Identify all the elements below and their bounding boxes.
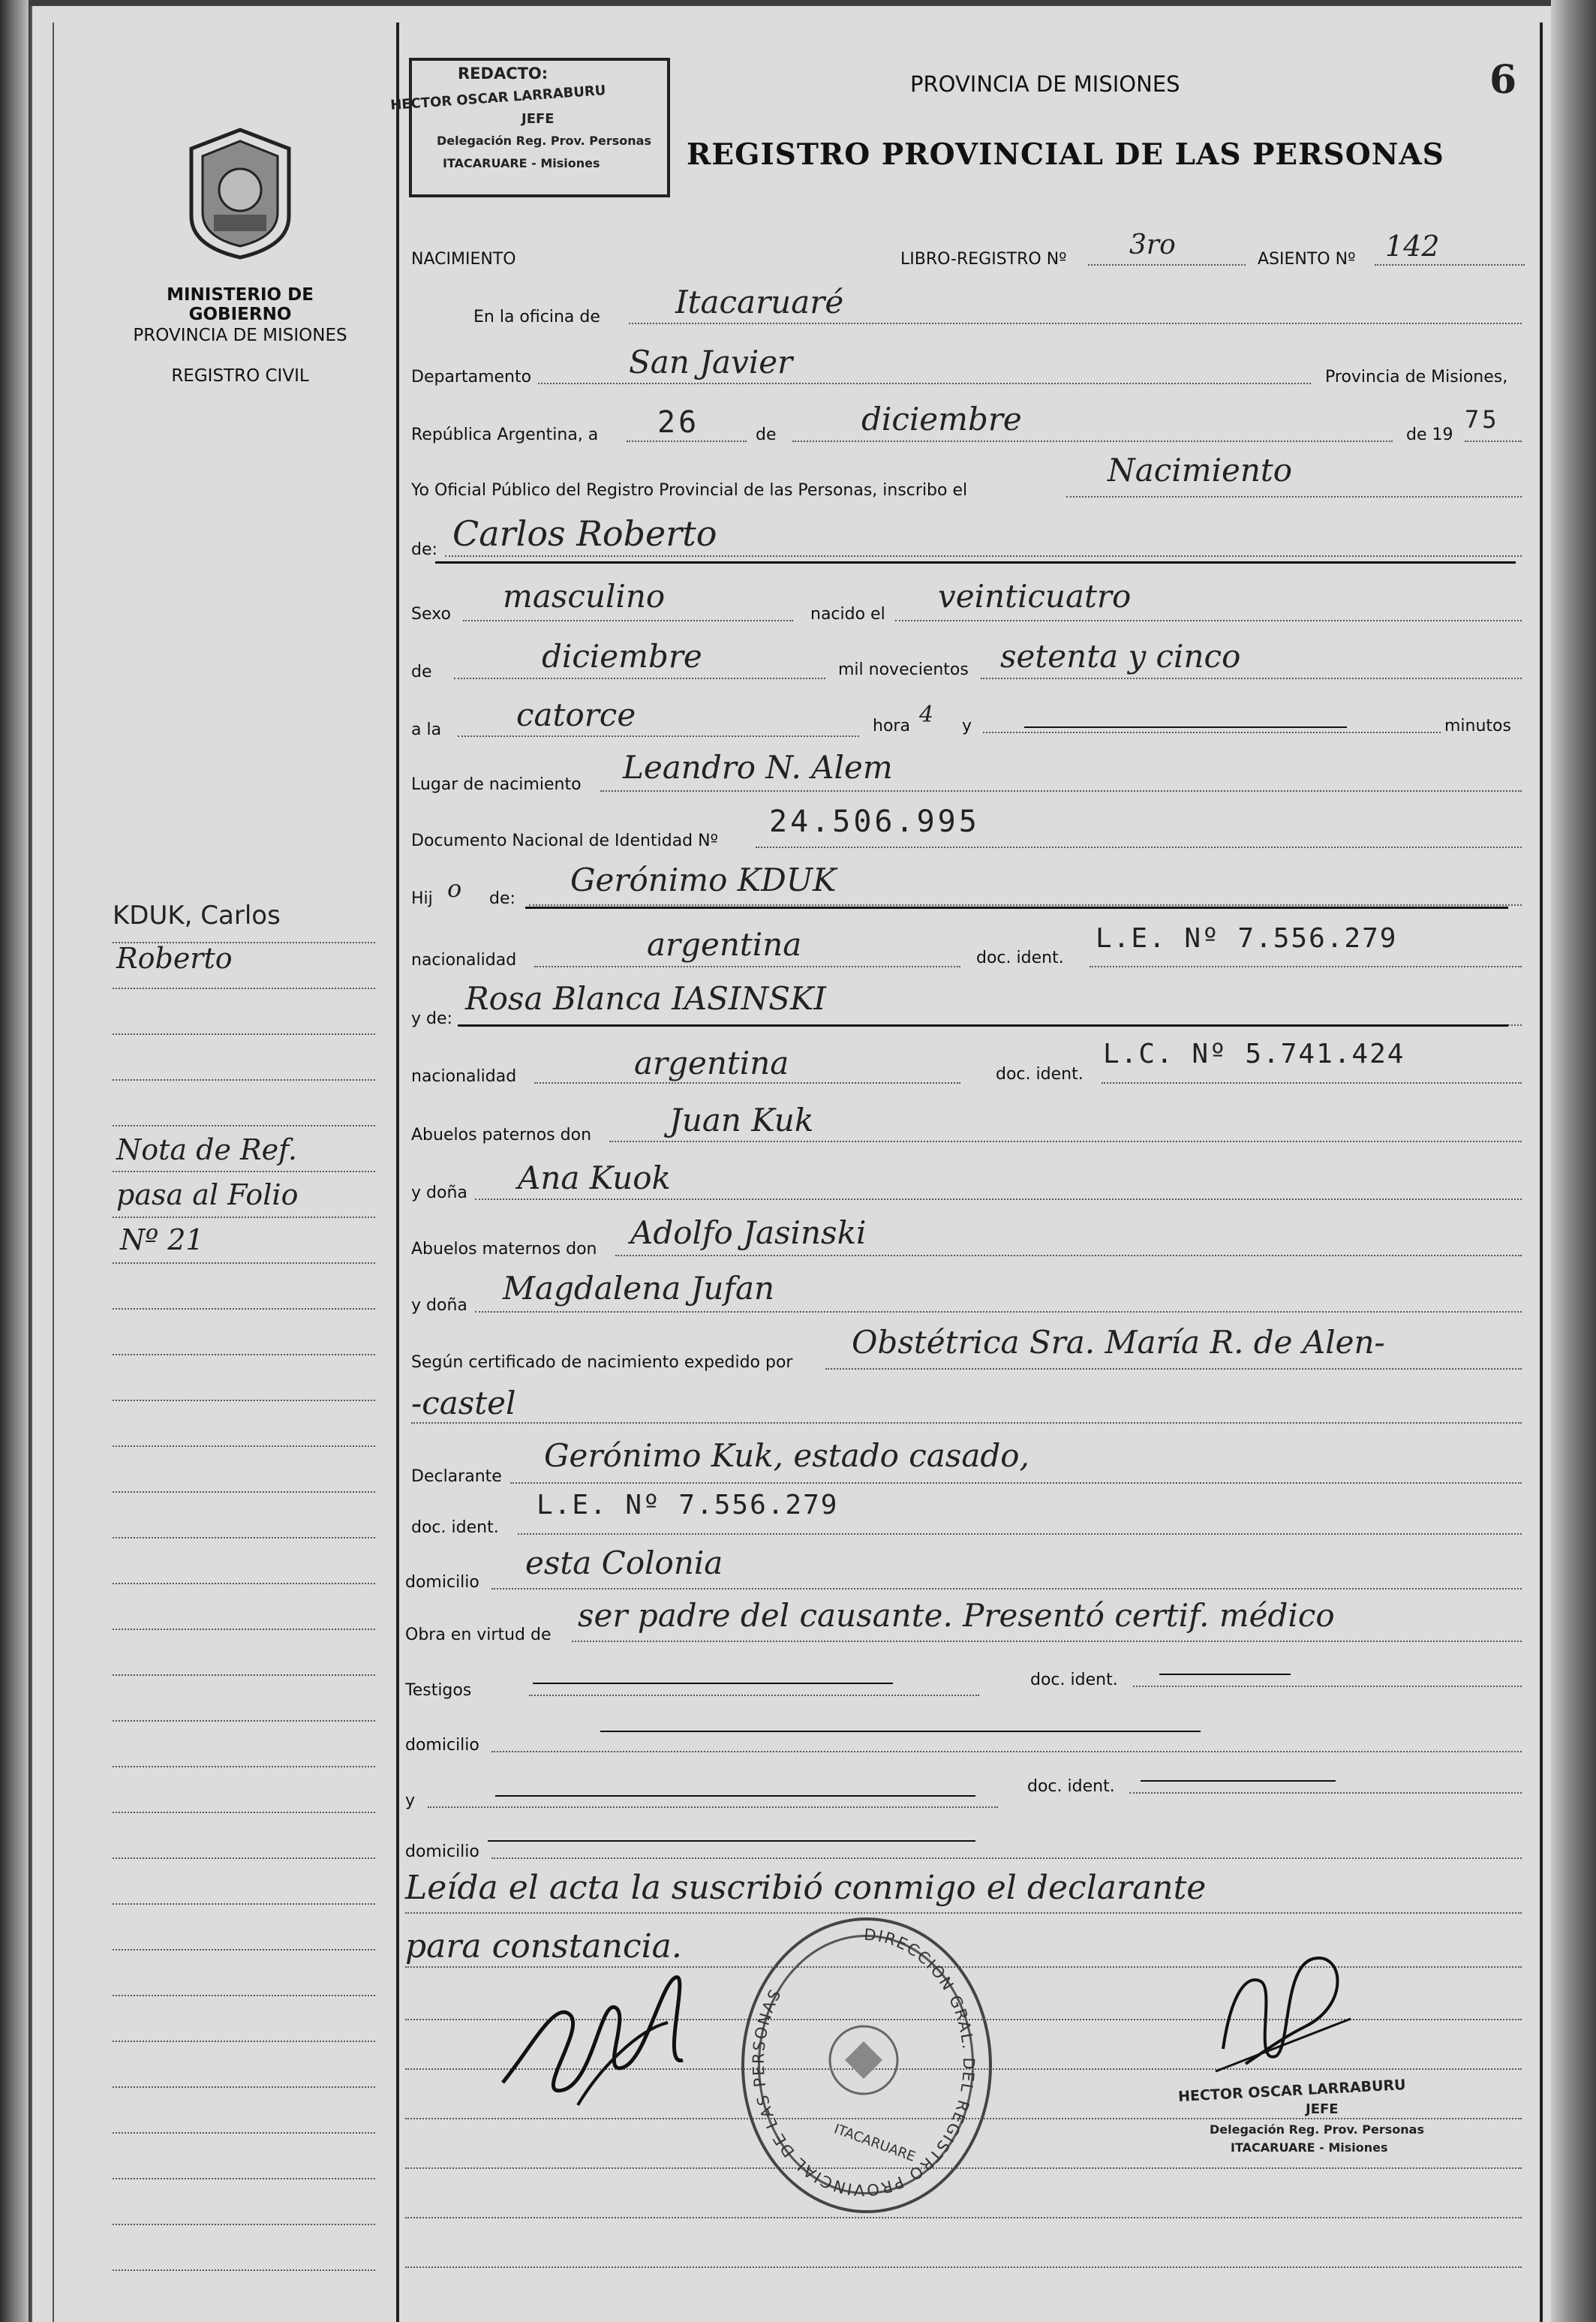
line-abuelo-m [615, 1255, 1522, 1256]
value-madre: Rosa Blanca IASINSKI [465, 980, 826, 1017]
line-sexo [463, 620, 793, 621]
margin-ruling [113, 1949, 375, 1951]
label-doc-madre: doc. ident. [996, 1065, 1084, 1084]
line-oficina [629, 323, 1522, 324]
line-dia [627, 441, 747, 442]
margin-surname-name: KDUK, Carlos [113, 901, 281, 931]
value-domicilio: esta Colonia [525, 1544, 723, 1581]
margin-note-ref: Nota de Ref. [116, 1133, 297, 1166]
minutos-strike [1024, 726, 1347, 728]
value-abuela-materna: Magdalena Jufan [503, 1270, 775, 1307]
label-asiento: ASIENTO Nº [1258, 250, 1356, 269]
domicilio-testigo-1-strike [600, 1731, 1201, 1732]
label-doc-declarante: doc. ident. [411, 1518, 499, 1537]
label-doc-padre: doc. ident. [976, 949, 1064, 967]
registry-title: REGISTRO PROVINCIAL DE LAS PERSONAS [687, 137, 1444, 172]
label-doc-testigo-1: doc. ident. [1030, 1671, 1118, 1689]
label-de-mes-nac: de [411, 663, 432, 681]
inner-margin-rule [53, 23, 54, 2322]
line-padre [529, 904, 1522, 906]
label-y-testigo-2: y [405, 1791, 416, 1810]
label-abuelos-paternos: Abuelos paternos don [411, 1126, 592, 1144]
margin-ruling [113, 1400, 375, 1401]
margin-ruling [113, 2224, 375, 2225]
margin-ruling [113, 1217, 375, 1218]
body-ruling [405, 2217, 1522, 2218]
value-libro-registro: 3ro [1129, 230, 1176, 260]
line-mes-nac [454, 678, 825, 679]
label-oficina: En la oficina de [473, 308, 600, 326]
province-emblem-icon [184, 126, 296, 261]
margin-ruling [113, 1537, 375, 1538]
official-signature [1201, 1936, 1373, 2086]
value-lugar: Leandro N. Alem [623, 749, 893, 786]
label-abuelos-maternos: Abuelos maternos don [411, 1240, 597, 1259]
label-nacionalidad-madre: nacionalidad [411, 1067, 517, 1086]
margin-ruling [113, 1629, 375, 1630]
line-obra [572, 1641, 1522, 1642]
line-abuela-m [475, 1311, 1522, 1313]
line-testigo-1 [529, 1695, 979, 1696]
value-cierre-1: Leída el acta la suscribió conmigo el declarante [405, 1869, 1207, 1907]
label-nacionalidad-padre: nacionalidad [411, 951, 517, 970]
value-hij-suffix: o [447, 874, 462, 903]
stamp-office: Delegación Reg. Prov. Personas [437, 134, 651, 148]
line-asiento [1375, 264, 1525, 266]
page-number: 6 [1489, 57, 1517, 103]
value-dni: 24.506.995 [769, 805, 980, 839]
label-yo-oficial: Yo Oficial Público del Registro Provincial de las Personas, inscribo el [411, 481, 968, 500]
label-de-padre: de: [489, 889, 515, 908]
divider-2 [525, 907, 1508, 909]
line-nac-madre [534, 1082, 960, 1084]
line-cierre-1 [405, 1912, 1522, 1914]
line-departamento [538, 383, 1311, 384]
margin-ruling [113, 1445, 375, 1447]
value-nacido-el: veinticuatro [938, 578, 1132, 615]
value-anio-nac: setenta y cinco [1000, 638, 1241, 675]
seal-text-ring [741, 1917, 986, 2207]
margin-ruling [113, 1766, 375, 1767]
stamp-title: JEFE [521, 111, 555, 127]
stamp-place: ITACARUARE - Misiones [443, 156, 600, 170]
margin-ruling [113, 1491, 375, 1493]
margin-ruling [113, 1033, 375, 1035]
label-hij: Hij [411, 889, 433, 908]
book-binding-left [0, 0, 29, 2322]
margin-note-folio: pasa al Folio [116, 1178, 299, 1211]
value-dia: 26 [657, 405, 700, 440]
label-y-minutos: y [962, 717, 972, 735]
left-margin-rule [396, 23, 399, 2322]
domicilio-testigo-2-strike [488, 1840, 975, 1842]
value-anio: 75 [1465, 405, 1500, 434]
line-doc-padre [1090, 966, 1522, 967]
svg-text:DIRECCION GRAL. DEL REGISTRO P: DIRECCION GRAL. DEL REGISTRO PROVINCIAL DE LAS PERSONAS [749, 1925, 978, 2200]
margin-ruling [113, 2269, 375, 2271]
value-oficina: Itacaruaré [675, 284, 844, 320]
line-nac-padre [534, 966, 960, 967]
bottom-stamp-title: JEFE [1306, 2101, 1339, 2117]
label-segun-certificado: Según certificado de nacimiento expedido por [411, 1353, 793, 1372]
label-sexo: Sexo [411, 605, 451, 624]
label-provincia: Provincia de Misiones, [1325, 368, 1508, 386]
margin-ruling [113, 1262, 375, 1264]
label-nacimiento: NACIMIENTO [411, 250, 516, 269]
line-nacido [895, 620, 1522, 621]
label-republica: República Argentina, a [411, 426, 599, 444]
margin-ruling [113, 1125, 375, 1126]
value-a-la: catorce [516, 696, 636, 733]
label-a-la: a la [411, 720, 442, 739]
margin-ruling [113, 1903, 375, 1905]
label-dni: Documento Nacional de Identidad Nº [411, 832, 718, 850]
declarant-signature [488, 1955, 735, 2120]
margin-ruling [113, 1812, 375, 1813]
label-hora: hora [873, 717, 910, 735]
value-certificado-2: -castel [411, 1385, 516, 1421]
stamp-name: HECTOR OSCAR LARRABURU [389, 82, 607, 114]
value-padre: Gerónimo KDUK [570, 862, 837, 898]
value-nombre: Carlos Roberto [452, 513, 717, 554]
divider-3 [458, 1024, 1508, 1027]
bottom-stamp-place: ITACARUARE - Misiones [1231, 2140, 1388, 2155]
value-inscribe: Nacimiento [1108, 452, 1293, 489]
ministry-civil-registry: REGISTRO CIVIL [171, 366, 309, 386]
line-lugar [600, 790, 1522, 792]
doc-testigo-1-strike [1159, 1674, 1291, 1675]
line-certificado-2 [411, 1422, 1522, 1424]
label-departamento: Departamento [411, 368, 532, 386]
margin-ruling [113, 1720, 375, 1722]
label-y-de-madre: y de: [411, 1009, 452, 1028]
label-mil-novecientos: mil novecientos [838, 660, 969, 679]
margin-ruling [113, 1995, 375, 1996]
line-libro [1088, 264, 1246, 266]
label-libro-registro: LIBRO-REGISTRO Nº [900, 250, 1067, 269]
testigo-1-strike [533, 1683, 893, 1684]
value-doc-declarante: L.E. Nº 7.556.279 [537, 1490, 839, 1520]
line-anio-nac [981, 678, 1522, 679]
bottom-stamp-office: Delegación Reg. Prov. Personas [1210, 2122, 1424, 2137]
value-abuelo-materno: Adolfo Jasinski [630, 1214, 867, 1251]
label-domicilio-testigo-1: domicilio [405, 1736, 479, 1755]
margin-ruling [113, 1079, 375, 1081]
line-a-la [458, 735, 859, 737]
line-dni [756, 847, 1522, 848]
margin-ruling [113, 1583, 375, 1584]
line-inscribe [1066, 496, 1522, 498]
value-hora: 4 [919, 702, 934, 728]
margin-ruling [113, 942, 375, 943]
label-testigos: Testigos [405, 1681, 472, 1700]
margin-note-number: Nº 21 [120, 1223, 204, 1256]
margin-ruling [113, 1674, 375, 1676]
body-ruling [405, 2266, 1522, 2268]
line-doc-testigo-1 [1133, 1686, 1522, 1687]
value-sexo: masculino [503, 578, 666, 615]
line-minutos [983, 732, 1441, 733]
margin-ruling [113, 2178, 375, 2179]
line-nombre [445, 555, 1522, 557]
value-asiento: 142 [1385, 230, 1440, 263]
stamp-redacto: REDACTO: [458, 65, 549, 83]
label-nacido-el: nacido el [810, 605, 885, 624]
line-abuela-p [475, 1199, 1522, 1200]
margin-name-cont: Roberto [116, 942, 233, 975]
value-nacionalidad-padre: argentina [647, 926, 802, 963]
svg-text:ITACARUARE: ITACARUARE [831, 2121, 918, 2165]
margin-ruling [113, 2132, 375, 2134]
ministry-name: MINISTERIO DE GOBIERNO [167, 285, 314, 324]
label-declarante: Declarante [411, 1467, 502, 1486]
ministry-province: PROVINCIA DE MISIONES [133, 326, 347, 345]
label-de-nombre: de: [411, 540, 437, 559]
margin-ruling [113, 2041, 375, 2042]
label-minutos: minutos [1444, 717, 1511, 735]
value-departamento: San Javier [629, 344, 793, 380]
line-doc-madre [1102, 1082, 1522, 1084]
label-y-dona-m: y doña [411, 1296, 467, 1315]
value-doc-padre: L.E. Nº 7.556.279 [1096, 923, 1398, 954]
value-abuela-paterna: Ana Kuok [518, 1159, 672, 1196]
line-testigo-2 [428, 1806, 998, 1808]
margin-ruling [113, 1354, 375, 1355]
label-de-mes: de [756, 426, 777, 444]
right-margin-rule [1540, 23, 1543, 2322]
margin-ruling [113, 1171, 375, 1172]
line-anio [1465, 441, 1522, 442]
label-obra-en-virtud: Obra en virtud de [405, 1626, 552, 1644]
line-certificado [825, 1368, 1522, 1370]
label-domicilio: domicilio [405, 1573, 479, 1592]
bottom-stamp-name: HECTOR OSCAR LARRABURU [1177, 2077, 1407, 2105]
line-doc-testigo-2 [1129, 1792, 1522, 1794]
doc-testigo-2-strike [1141, 1780, 1336, 1782]
margin-ruling [113, 1857, 375, 1859]
value-cierre-2: para constancia. [405, 1927, 682, 1966]
label-y-dona-p: y doña [411, 1184, 467, 1202]
margin-ruling [113, 1308, 375, 1310]
book-edge-right [1551, 0, 1596, 2322]
value-mes: diciembre [861, 401, 1022, 438]
line-domicilio-testigo-1 [491, 1751, 1522, 1752]
label-domicilio-testigo-2: domicilio [405, 1842, 479, 1861]
label-lugar: Lugar de nacimiento [411, 775, 582, 794]
line-domicilio [491, 1588, 1522, 1590]
value-abuelo-paterno: Juan Kuk [669, 1102, 814, 1138]
value-obra-en-virtud: ser padre del causante. Presentó certif. médico [578, 1597, 1335, 1634]
divider-1 [435, 561, 1516, 564]
label-de-anio: de 19 [1406, 426, 1453, 444]
line-declarante [510, 1482, 1522, 1484]
value-doc-madre: L.C. Nº 5.741.424 [1103, 1039, 1405, 1069]
line-doc-declarante [518, 1533, 1522, 1535]
value-nacionalidad-madre: argentina [634, 1045, 789, 1081]
value-declarante: Gerónimo Kuk, estado casado, [544, 1437, 1029, 1474]
province-heading: PROVINCIA DE MISIONES [910, 71, 1180, 97]
line-abuelo-p [609, 1141, 1522, 1142]
value-mes-nac: diciembre [542, 638, 702, 675]
label-doc-testigo-2: doc. ident. [1027, 1777, 1115, 1796]
line-mes [792, 441, 1393, 442]
margin-ruling [113, 988, 375, 989]
testigo-2-strike [495, 1795, 975, 1797]
line-domicilio-testigo-2 [491, 1857, 1522, 1859]
value-certificado-1: Obstétrica Sra. María R. de Alen- [852, 1324, 1385, 1361]
margin-ruling [113, 2086, 375, 2088]
